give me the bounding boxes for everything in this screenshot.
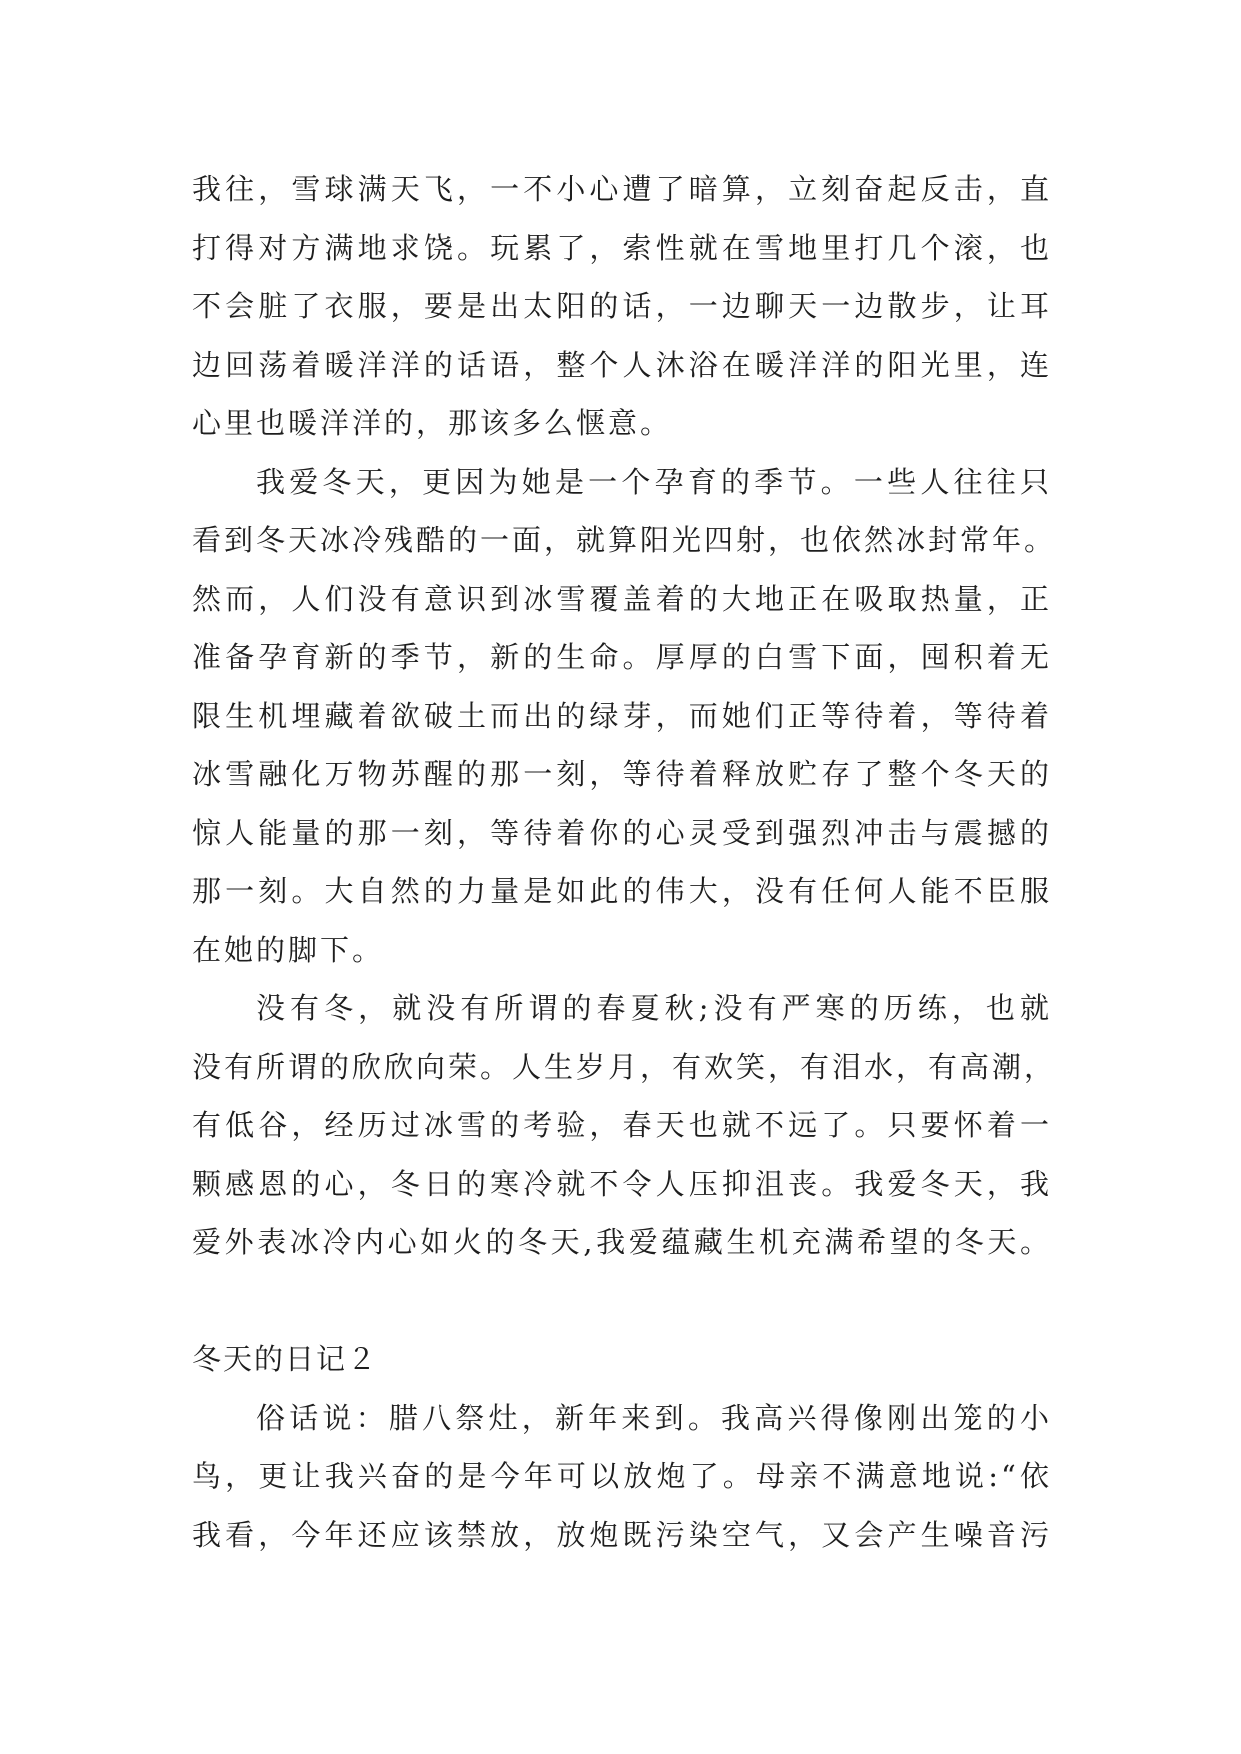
- paragraph-line: 颗感恩的心，冬日的寒冷就不令人压抑沮丧。我爱冬天，我: [192, 1166, 1052, 1201]
- paragraph-line: 有低谷，经历过冰雪的考验，春天也就不远了。只要怀着一: [192, 1108, 1052, 1142]
- paragraph-line: 限生机埋藏着欲破土而出的绿芽，而她们正等待着，等待着: [192, 698, 1052, 733]
- paragraph-line: 不会脏了衣服，要是出太阳的话，一边聊天一边散步，让耳: [192, 289, 1052, 323]
- paragraph-line: 在她的脚下。: [192, 932, 385, 967]
- paragraph-line: 惊人能量的那一刻，等待着你的心灵受到强烈冲击与震撼的: [192, 815, 1052, 850]
- paragraph-line: 没有所谓的欣欣向荣。人生岁月，有欢笑，有泪水，有高潮，: [192, 1049, 1057, 1084]
- paragraph-line: 我往，雪球满天飞，一不小心遭了暗算，立刻奋起反击，直: [192, 172, 1052, 206]
- paragraph-4: [192, 1389, 1052, 1565]
- document-body: [192, 160, 1057, 1564]
- paragraph-line: 没有冬，就没有所谓的春夏秋;没有严寒的历练，也就: [256, 991, 1052, 1025]
- paragraph-line: 心里也暖洋洋的，那该多么惬意。: [192, 406, 673, 440]
- paragraph-3: [192, 979, 1057, 1272]
- paragraph-line: 我看，今年还应该禁放，放炮既污染空气，又会产生噪音污: [192, 1517, 1052, 1552]
- paragraph-line: 我爱冬天，更因为她是一个孕育的季节。一些人往往只: [256, 464, 1052, 499]
- paragraph-line: 看到冬天冰冷残酷的一面，就算阳光四射，也依然冰封常年。: [192, 523, 1057, 557]
- section-heading: 冬天的日记２: [192, 1342, 379, 1376]
- paragraph-line: 冰雪融化万物苏醒的那一刻，等待着释放贮存了整个冬天的: [192, 757, 1052, 791]
- paragraph-line: 俗话说：腊八祭灶，新年来到。我高兴得像刚出笼的小: [256, 1400, 1052, 1435]
- paragraph-line: 那一刻。大自然的力量是如此的伟大，没有任何人能不臣服: [192, 874, 1052, 908]
- paragraph-line: 鸟，更让我兴奋的是今年可以放炮了。母亲不满意地说:“依: [192, 1459, 1052, 1493]
- paragraph-line: 边回荡着暖洋洋的话语，整个人沐浴在暖洋洋的阳光里，连: [192, 347, 1052, 382]
- paragraph-line: 爱外表冰冷内心如火的冬天,我爱蕴藏生机充满希望的冬天。: [192, 1225, 1052, 1259]
- paragraph-line: 打得对方满地求饶。玩累了，索性就在雪地里打几个滚，也: [192, 230, 1052, 265]
- paragraph-1: [192, 160, 1052, 453]
- paragraph-line: 准备孕育新的季节，新的生命。厚厚的白雪下面，囤积着无: [192, 640, 1052, 674]
- paragraph-line: 然而，人们没有意识到冰雪覆盖着的大地正在吸取热量，正: [192, 581, 1052, 616]
- paragraph-2: [192, 453, 1057, 980]
- blank-line: [192, 1272, 1052, 1331]
